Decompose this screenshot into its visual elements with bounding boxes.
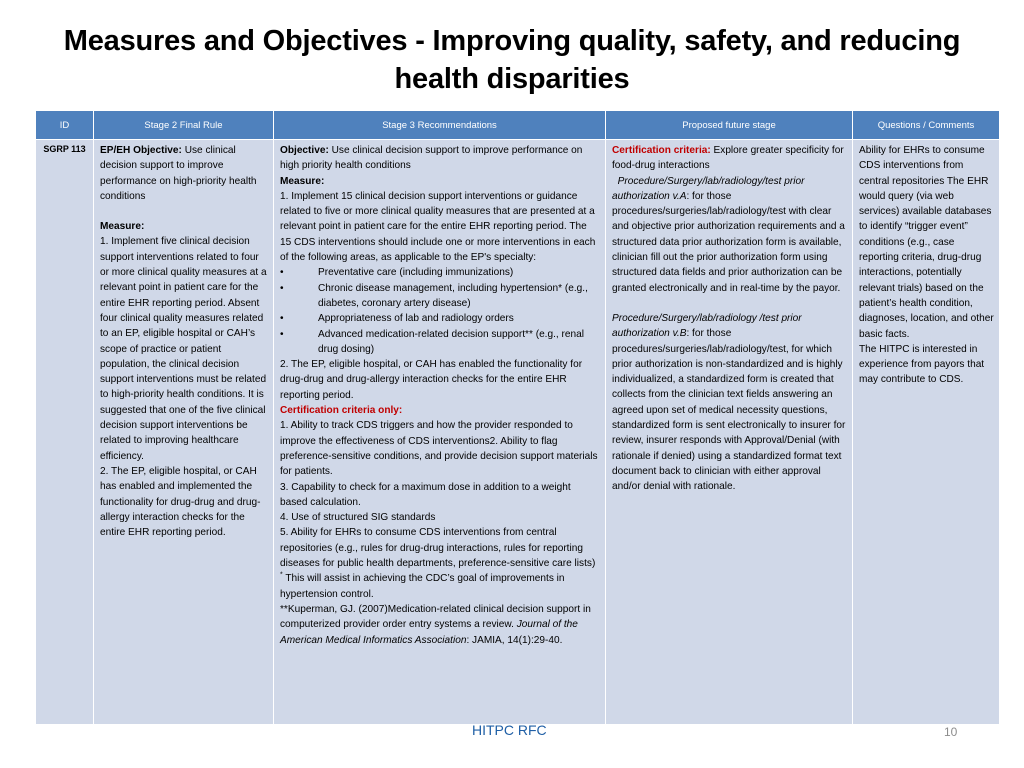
stage3-cert-1: 1. Ability to track CDS triggers and how the provider responded to improve the effectiveness of CDS interventions2. Ability to flag preference-sensitive conditions, and provide decision support materials for patients. — [280, 420, 598, 478]
stage3-footnote-2: **Kuperman, GJ. (2007)Medication-related clinical decision support in computerized provider order entry systems a review. Journal of the American Medical Informatics Association: JAMIA, 14(1):29-40. — [280, 603, 591, 646]
bullet-icon: • — [280, 328, 284, 340]
stage2-measure-1: 1. Implement five clinical decision support interventions related to four or more clinical quality measures at a relevant point in patient care for the entire EHR reporting period. Absent four clinical quality measures related to an EP, eligible hospital or CAH’s scope of practice or patient population, the clinical decision support interventions must be related to high-priority health conditions. It is suggested that one of the five clinical decision support interventions be related to improving healthcare efficiency. — [100, 236, 267, 462]
stage3-measure-2: 2. The EP, eligible hospital, or CAH has enabled the functionality for drug-drug and drug-allergy interaction checks for the entire EHR reporting period. — [280, 359, 583, 401]
questions-paragraph-1: Ability for EHRs to consume CDS interventions from central repositories The EHR would query (via web services) available databases to identify “trigger event” conditions (e.g., case reporting criteria, drug-drug interactions, potentially relevant trials) based on the patient’s health condition, diagnoses, location, and other basic facts. — [859, 145, 994, 340]
stage3-measure-1: 1. Implement 15 clinical decision support interventions or guidance related to five or more clinical quality measures that are presented at a relevant point in patient care for the entire EHR reporting period. The 15 CDS interventions should include one or more interventions in each of the following areas, as applicable to the EP's specialty: — [280, 190, 596, 264]
stage3-bullet: • Chronic disease management, including hypertension* (e.g., diabetes, coronary artery disease) — [280, 282, 588, 309]
stage3-objective-text: Use clinical decision support to improve performance on high priority health conditions — [280, 145, 583, 172]
bullet-icon: • — [280, 313, 284, 325]
stage2-measure-label: Measure: — [100, 221, 145, 233]
header-future: Proposed future stage — [606, 111, 853, 140]
header-id: ID — [36, 111, 94, 140]
bullet-icon: • — [280, 282, 284, 294]
stage2-objective-label: EP/EH Objective: — [100, 145, 182, 156]
stage3-cert-label: Certification criteria only: — [280, 405, 403, 417]
header-questions: Questions / Comments — [853, 111, 1000, 140]
stage3-footnote-1: * This will assist in achieving the CDC’s goal of improvements in hypertension control. — [280, 571, 565, 600]
cell-future — [606, 140, 853, 725]
table-row — [36, 140, 1000, 725]
measures-table — [35, 110, 1000, 725]
questions-paragraph-2: The HITPC is interested in experience from payors that may contribute to CDS. — [859, 343, 985, 386]
cell-questions — [853, 140, 1000, 725]
cell-id: SGRP 113 — [36, 140, 94, 725]
bullet-icon: • — [280, 267, 284, 279]
future-version-a: Procedure/Surgery/lab/radiology/test prior authorization v.A: for those procedures/surgeries/lab/radiology/test with clear and objective prior authorization requirements and a structured data prior authorization form is available, clinician fill out the prior authorization form using structured data fields and prior authorization can be granted electronically and in real-time by the payor. — [612, 175, 845, 294]
table-header-row — [36, 111, 1000, 140]
stage3-bullet: • Appropriateness of lab and radiology orders — [280, 311, 600, 326]
future-cert-text: Explore greater specificity for food-drug interactions — [612, 145, 844, 172]
stage3-measure-label: Measure: — [280, 175, 325, 187]
stage3-cert-3: 3. Capability to check for a maximum dose in addition to a weight based calculation. — [280, 481, 571, 508]
future-version-b: Procedure/Surgery/lab/radiology /test prior authorization v.B: for those procedures/surgeries/lab/radiology/test, for which prior authorization is non-standardized and is highly individualized, a standardized form is created that collects from the clinician text fields answering an agreed upon set of medical necessity questions, standardized form is sent electronically to insurer for review, insurer responds with Approval/Denial (with rationale if denied) using a standardized format text document back to clinician with either approval and/or denial with rationale. — [612, 312, 846, 493]
stage3-cert-4: 4. Use of structured SIG standards — [280, 512, 436, 524]
header-stage3: Stage 3 Recommendations — [274, 111, 606, 140]
stage3-objective-label: Objective: — [280, 145, 329, 156]
stage3-bullet: • Preventative care (including immunizations) — [280, 265, 600, 280]
footer-label: HITPC RFC — [472, 722, 547, 738]
stage2-measure-2: 2. The EP, eligible hospital, or CAH has enabled and implemented the functionality for drug-drug and drug-allergy interaction checks for the entire EHR reporting period. — [100, 465, 261, 539]
stage3-bullet: • Advanced medication-related decision support** (e.g., renal drug dosing) — [280, 328, 584, 355]
cell-stage3 — [274, 140, 606, 725]
stage2-objective-text: Use clinical decision support to improve performance on high-priority health conditions — [100, 145, 257, 202]
cell-stage2 — [94, 140, 274, 725]
slide-title: Measures and Objectives - Improving quality, safety, and reducing health disparities — [63, 25, 961, 95]
stage3-cert-5: 5. Ability for EHRs to consume CDS interventions from central repositories (e.g., rules for drug-drug interactions, rules for reporting diseases for public health departments, preference-sensitive care lists) — [280, 527, 596, 570]
future-cert-label: Certification criteria: — [612, 145, 711, 156]
page-number: 10 — [944, 725, 958, 739]
header-stage2: Stage 2 Final Rule — [94, 111, 274, 140]
